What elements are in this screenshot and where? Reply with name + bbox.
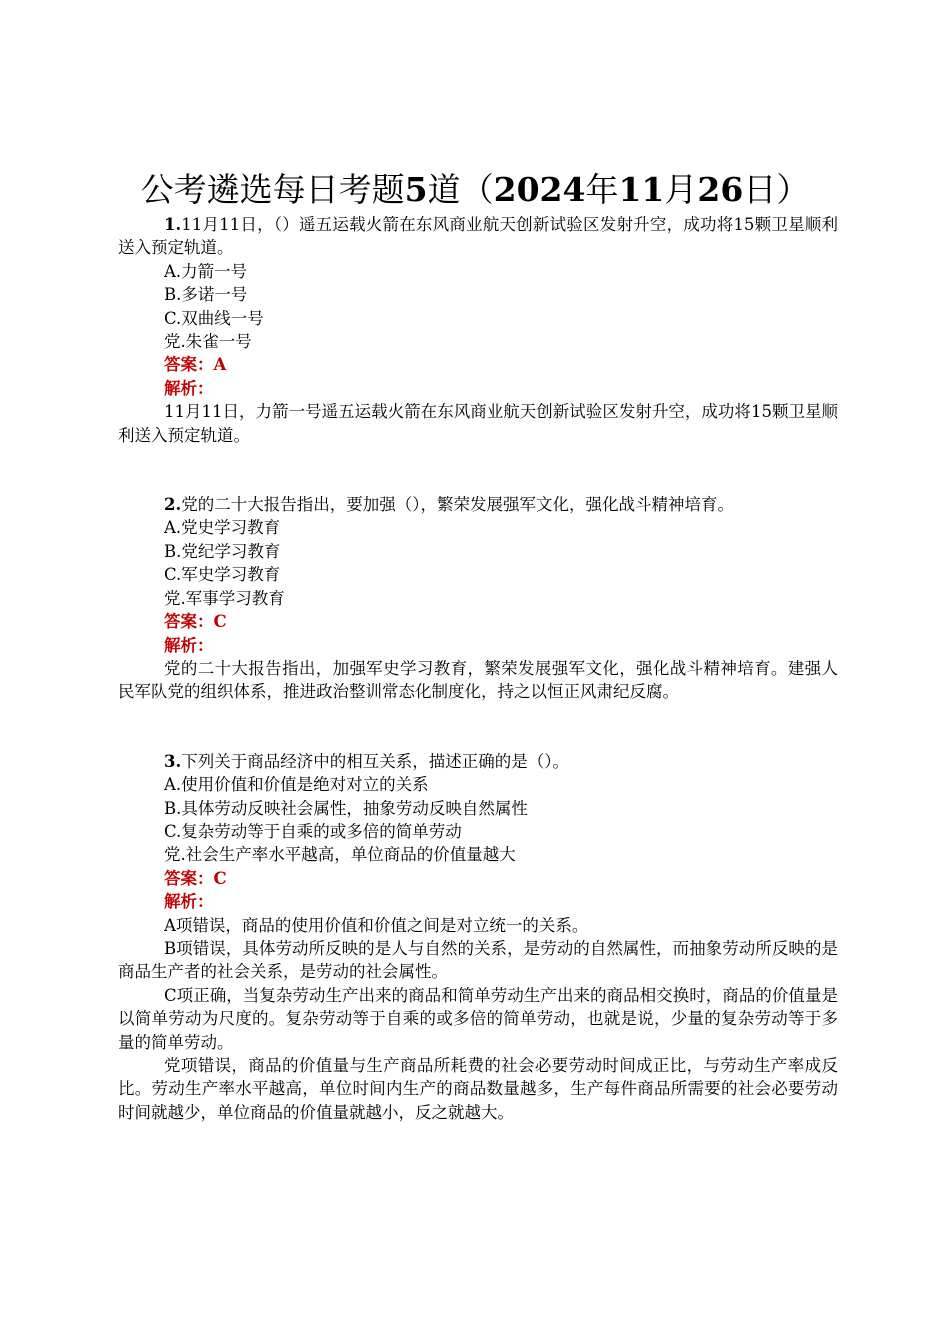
option-c: C.双曲线一号: [164, 308, 264, 328]
analysis-paragraph: C项正确，当复杂劳动生产出来的商品和简单劳动生产出来的商品相交换时，商品的价值量是以简单劳动为尺度的。复杂劳动等于自乘的或多倍的简单劳动，也就是说，少量的复杂劳动等于多量的简单劳动。: [118, 985, 838, 1052]
answer-line: [118, 610, 838, 633]
analysis-label: 解析：: [164, 892, 214, 912]
analysis-paragraph: 党的二十大报告指出，加强军史学习教育，繁荣发展强军文化，强化战斗精神培育。建强人民军队党的组织体系，推进政治整训常态化制度化，持之以恒正风肃纪反腐。: [118, 658, 838, 702]
question-number: 1.: [164, 215, 182, 234]
question-3: [118, 750, 838, 1125]
title-part5: 日）: [743, 170, 810, 209]
analysis-label: 解析：: [164, 378, 214, 398]
title-month: 11: [618, 170, 665, 209]
answer-line: [118, 867, 838, 890]
question-text: 党的二十大报告指出，要加强（），繁荣发展强军文化，强化战斗精神培育。: [181, 495, 734, 515]
question-number: 2.: [164, 495, 182, 515]
analysis-paragraph: A项错误，商品的使用价值和价值之间是对立统一的关系。: [164, 915, 589, 935]
answer-line: [118, 353, 838, 376]
option-a: A.力箭一号: [164, 261, 248, 281]
option-a: A.使用价值和价值是绝对对立的关系: [164, 775, 429, 795]
analysis-label: 解析：: [164, 635, 214, 655]
question-stem: [118, 750, 838, 773]
option-d: 党.社会生产率水平越高，单位商品的价值量越大: [164, 845, 516, 865]
option-c: C.军史学习教育: [164, 565, 281, 585]
option-b: B.多诺一号: [164, 285, 248, 305]
answer-value: A: [213, 355, 227, 375]
title-part3: 年: [585, 170, 619, 209]
spacer: [118, 704, 838, 727]
answer-label: 答案：: [164, 612, 214, 632]
question-2: [118, 493, 838, 704]
analysis-paragraph: B项错误，具体劳动所反映的是人与自然的关系，是劳动的自然属性，而抽象劳动所反映的是商品生产者的社会关系，是劳动的社会属性。: [118, 938, 838, 982]
option-b: B.党纪学习教育: [164, 541, 281, 561]
spacer: [118, 470, 838, 493]
option-d: 党.朱雀一号: [164, 332, 252, 352]
question-stem: [118, 213, 838, 260]
option-d: 党.军事学习教育: [164, 588, 285, 608]
question-list: [118, 213, 838, 1124]
spacer: [118, 727, 838, 750]
spacer: [118, 447, 838, 470]
title-year: 2024: [493, 170, 586, 209]
question-1: [118, 213, 838, 447]
answer-label: 答案：: [164, 355, 214, 375]
title-count: 5: [404, 170, 428, 209]
option-a: A.党史学习教育: [164, 518, 281, 538]
question-stem: [118, 493, 838, 516]
answer-value: C: [213, 868, 227, 888]
option-c: C.复杂劳动等于自乘的或多倍的简单劳动: [164, 821, 462, 841]
question-text: 11月11日，（）遥五运载火箭在东风商业航天创新试验区发射升空，成功将15颗卫星顺利送入预定轨道。: [118, 215, 838, 258]
option-b: B.具体劳动反映社会属性，抽象劳动反映自然属性: [164, 798, 528, 818]
title-part2: 道（: [427, 170, 494, 209]
title-part1: 公考遴选每日考题: [140, 170, 405, 209]
question-number: 3.: [164, 751, 182, 771]
analysis-paragraph: 11月11日，力箭一号遥五运载火箭在东风商业航天创新试验区发射升空，成功将15颗卫星顺利送入预定轨道。: [118, 402, 838, 445]
title-part4: 月: [664, 170, 698, 209]
analysis-paragraph: 党项错误，商品的价值量与生产商品所耗费的社会必要劳动时间成正比，与劳动生产率成反比。劳动生产率水平越高，单位时间内生产的商品数量越多，生产每件商品所需要的社会必要劳动时间就越少，单位商品的价值量就越小，反之就越大。: [118, 1056, 838, 1122]
question-text: 下列关于商品经济中的相互关系，描述正确的是（）。: [181, 751, 569, 771]
title-day: 26: [697, 170, 744, 209]
page-title: [0, 168, 950, 212]
answer-label: 答案：: [164, 868, 214, 888]
answer-value: C: [213, 612, 227, 632]
